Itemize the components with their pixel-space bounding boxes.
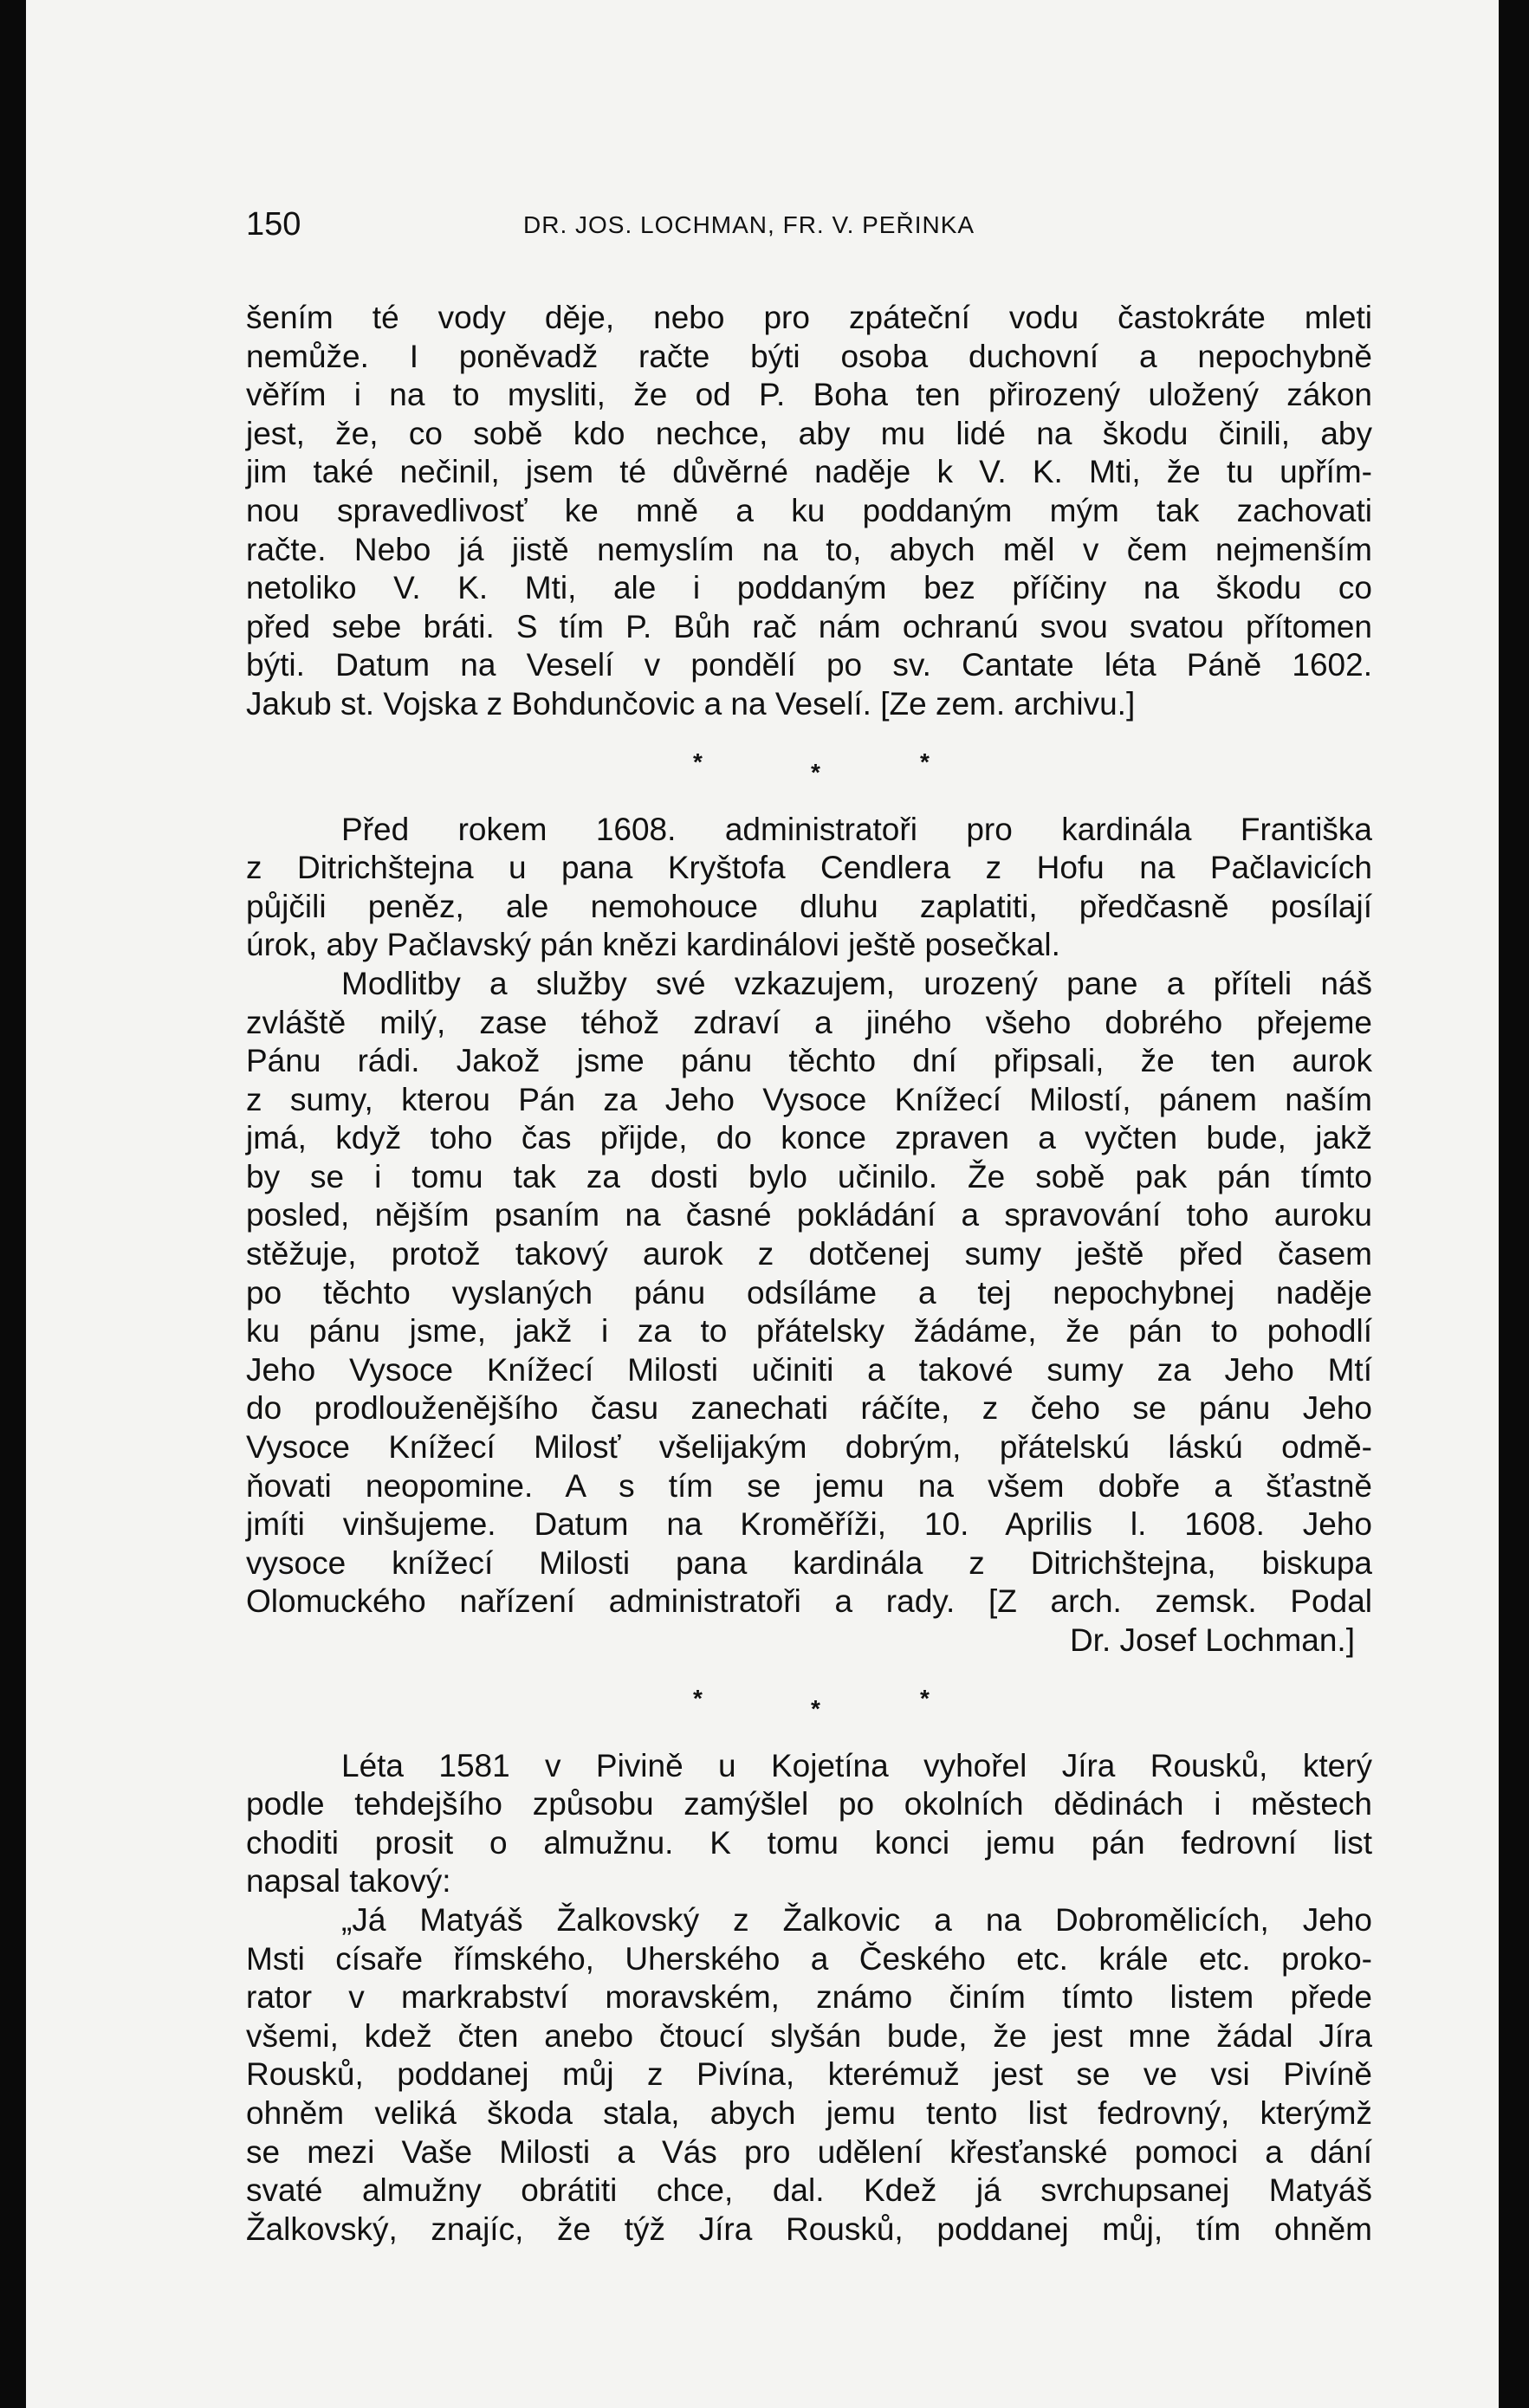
text-line: „Já Matyáš Žalkovský z Žalkovic a na Dobromělicích, Jeho	[341, 1901, 1372, 1938]
text-line: zvláště milý, zase téhož zdraví a jiného všeho dobrého přejeme	[246, 1004, 1372, 1040]
text-line: z sumy, kterou Pán za Jeho Vysoce Knížecí Milostí, pánem naším	[246, 1081, 1372, 1117]
body-text	[246, 299, 1372, 2249]
text-line: jmá, když toho čas přijde, do konce zpraven a vyčten bude, jakž	[246, 1120, 1372, 1156]
text-line: úrok, aby Pačlavský pán knězi kardinálovi ještě posečkal.	[246, 927, 1060, 963]
running-head: DR. JOS. LOCHMAN, FR. V. PEŘINKA	[523, 211, 975, 238]
text-line: ňovati neopomine. A s tím se jemu na všem dobře a šťastně	[246, 1467, 1372, 1504]
text-line: před sebe bráti. S tím P. Bůh rač nám ochranú svou svatou přítomen	[246, 608, 1372, 644]
text-line: býti. Datum na Veselí v pondělí po sv. Cantate léta Páně 1602.	[246, 647, 1372, 683]
text-line: z Ditrichštejna u pana Kryštofa Cendlera z Hofu na Pačlavicích	[246, 850, 1372, 886]
text-line: jest, že, co sobě kdo nechce, aby mu lidé na škodu činili, aby	[246, 415, 1372, 451]
separator-star: *	[920, 748, 930, 775]
separator-star: *	[693, 1684, 703, 1712]
text-line: by se i tomu tak za dosti bylo učinilo. Že sobě pak pán tímto	[246, 1158, 1372, 1194]
text-line: jim také nečinil, jsem té důvěrné naděje k V. K. Mti, že tu upřím-	[246, 454, 1372, 490]
text-line: posled, nějším psaním na časné pokládání a spravování toho auroku	[246, 1197, 1372, 1233]
text-line: Modlitby a služby své vzkazujem, urozený pane a příteli náš	[341, 965, 1372, 1001]
text-line: račte. Nebo já jistě nemyslím na to, abych měl v čem nejmenším	[246, 531, 1372, 567]
separator-star: *	[811, 758, 820, 786]
page-number: 150	[246, 206, 301, 243]
text-line: Pánu rádi. Jakož jsme pánu těchto dní připsali, že ten aurok	[246, 1043, 1372, 1079]
text-line: Olomuckého nařízení administratoři a rady. [Z arch. zemsk. Podal	[246, 1583, 1372, 1620]
text-line: šením té vody děje, nebo pro zpáteční vodu častokráte mleti	[246, 300, 1372, 335]
text-line: netoliko V. K. Mti, ale i poddaným bez příčiny na škodu co	[246, 570, 1372, 606]
text-line: choditi prosit o almužnu. K tomu konci jemu pán fedrovní list	[246, 1824, 1372, 1861]
text-line: se mezi Vaše Milosti a Vás pro udělení křesťanské pomoci a dání	[246, 2133, 1372, 2170]
text-line: všemi, kdež čten anebo čtoucí slyšán bude, že jest mne žádal Jíra	[246, 2017, 1372, 2054]
separator-star: *	[693, 748, 703, 775]
text-line: nou spravedlivosť ke mně a ku poddaným mým tak zachovati	[246, 492, 1372, 528]
signature-line: Dr. Josef Lochman.]	[1069, 1622, 1355, 1658]
text-line: ohněm veliká škoda stala, abych jemu tento list fedrovný, kterýmž	[246, 2094, 1372, 2131]
page-header	[246, 206, 1372, 258]
text-line: Před rokem 1608. administratoři pro kardinála Františka	[341, 811, 1372, 847]
text-line: podle tehdejšího způsobu zamýšlel po okolních dědinách i městech	[246, 1786, 1372, 1822]
text-line: jmíti vinšujeme. Datum na Kroměříži, 10. Aprilis l. 1608. Jeho	[246, 1506, 1372, 1543]
text-line: Msti císaře římského, Uherského a Českého etc. krále etc. proko-	[246, 1940, 1372, 1977]
text-line: Žalkovský, znajíc, že týž Jíra Rousků, poddanej můj, tím ohněm	[246, 2211, 1372, 2247]
text-line: věřím i na to mysliti, že od P. Boha ten přirozený uložený zákon	[246, 377, 1372, 413]
text-line: Jeho Vysoce Knížecí Milosti učiniti a takové sumy za Jeho Mtí	[246, 1351, 1372, 1388]
separator-star: *	[811, 1694, 820, 1722]
text-line: rator v markrabství moravském, známo činím tímto listem přede	[246, 1979, 1372, 2016]
section-separator	[246, 1660, 1372, 1747]
text-line: svaté almužny obrátiti chce, dal. Kdež já svrchupsanej Matyáš	[246, 2172, 1372, 2209]
text-line: vysoce knížecí Milosti pana kardinála z Ditrichštejna, biskupa	[246, 1544, 1372, 1581]
text-line: ku pánu jsme, jakž i za to přátelsky žádáme, že pán to pohodlí	[246, 1313, 1372, 1350]
text-line: nemůže. I poněvadž račte býti osoba duchovní a nepochybně	[246, 338, 1372, 374]
text-line: napsal takový:	[246, 1863, 451, 1900]
text-line: do prodlouženějšího času zanechati ráčíte, z čeho se pánu Jeho	[246, 1390, 1372, 1427]
text-line: stěžuje, protož takový aurok z dotčenej sumy ještě před časem	[246, 1236, 1372, 1272]
text-line: Léta 1581 v Pivině u Kojetína vyhořel Jíra Rousků, který	[341, 1747, 1372, 1783]
text-line: Jakub st. Vojska z Bohdunčovic a na Veselí. [Ze zem. archivu.]	[246, 685, 1136, 722]
section-separator	[246, 724, 1372, 811]
text-line: Vysoce Knížecí Milosť všelijakým dobrým, přátelskú láskú odmě-	[246, 1429, 1372, 1466]
text-line: po těchto vyslaných pánu odsíláme a tej nepochybnej naděje	[246, 1274, 1372, 1311]
book-page	[26, 0, 1499, 2408]
text-line: Rousků, poddanej můj z Pivína, kterémuž jest se ve vsi Pivíně	[246, 2056, 1372, 2093]
text-line: půjčili peněz, ale nemohouce dluhu zaplatiti, předčasně posílají	[246, 888, 1372, 924]
separator-star: *	[920, 1684, 930, 1712]
